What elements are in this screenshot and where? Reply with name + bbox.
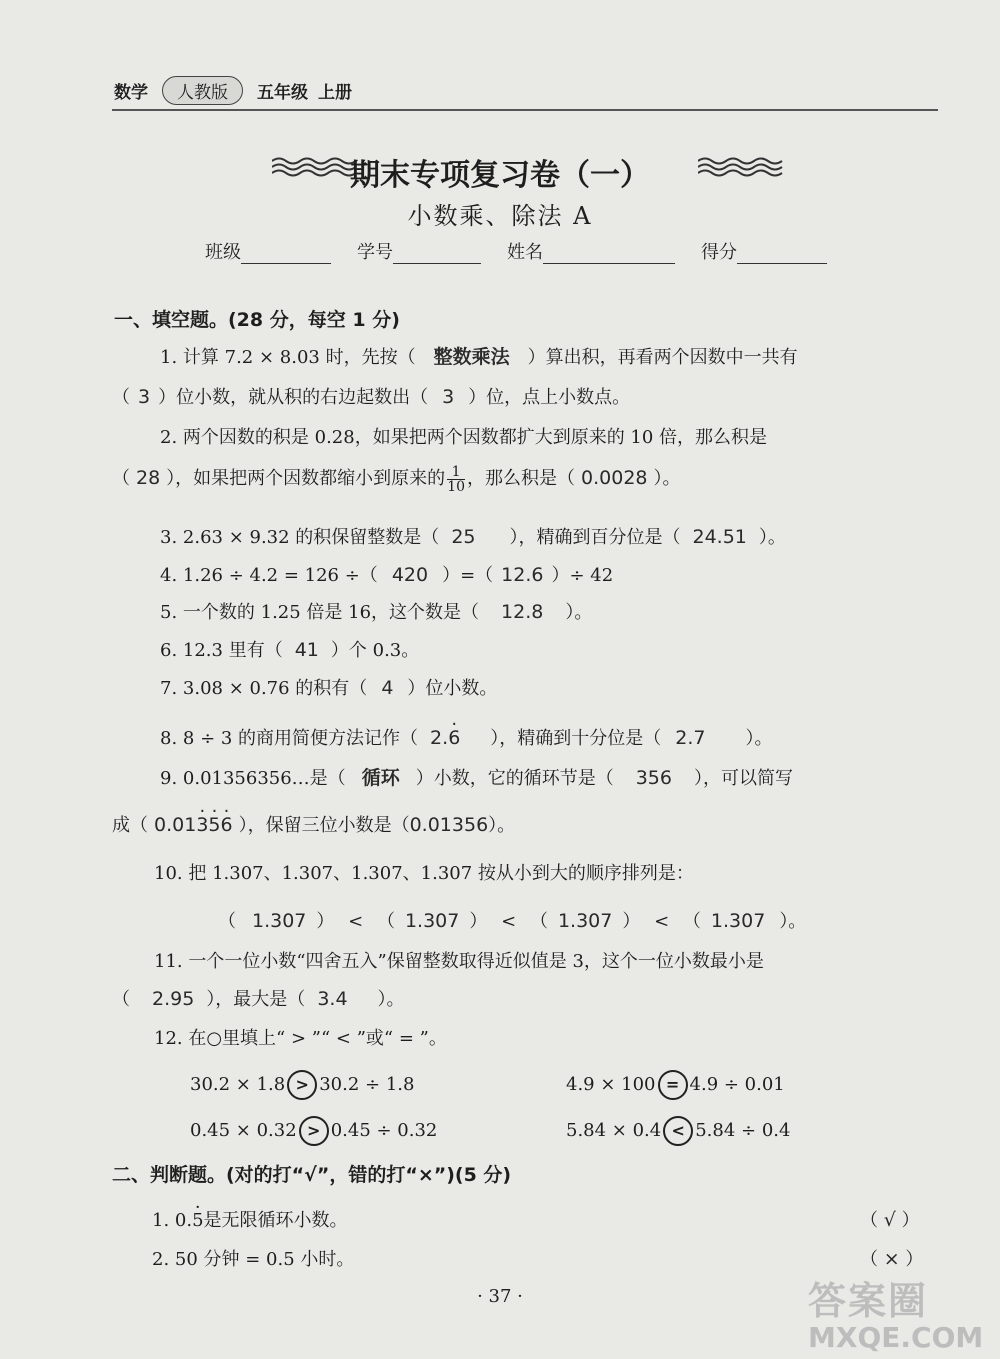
answer-2-1: 28 (136, 467, 161, 489)
number-field[interactable]: 学号 (357, 238, 481, 264)
answer-9-1: 循环 (361, 767, 400, 789)
question-10: 10. 把 1.307、1.307、1.307、1.307 按从小到大的顺序排列是： (154, 863, 694, 884)
compare-row-1-left: 30.2 × 1.8 > 30.2 ÷ 1.8 (190, 1070, 414, 1100)
judge-1-answer[interactable]: （ √ ） (860, 1209, 920, 1231)
answer-10-2: 1.307 (404, 910, 460, 932)
answer-10-4: 1.307 (710, 910, 766, 932)
answer-4-2: 12.6 (501, 564, 544, 586)
question-5: 5. 一个数的 1.25 倍是 16，这个数是（ 12.8 ）。 (160, 601, 593, 623)
question-8: 8. 8 ÷ 3 的商用简便方法记作（ 2.· 6 ），精确到十分位是（ 2.7 ）。 (160, 724, 773, 750)
compare-circle[interactable]: < (663, 1116, 693, 1146)
question-9-cont: 成（ 0.01· 3· 5· 6 ），保留三位小数是（0.01356）。 (112, 811, 515, 837)
answer-1-2: 3 (138, 386, 151, 408)
answer-10-1: 1.307 (252, 910, 307, 932)
class-field[interactable]: 班级 (205, 238, 331, 264)
question-2-cont: （ 28 ），如果把两个因数都缩小到原来的 $\frac{1}{10}$ ，那么积是（ 0.0028 ）。 (112, 463, 681, 495)
answer-1-3: 3 (442, 386, 455, 408)
edition-badge: 人教版 (162, 76, 243, 105)
answer-1-1: 整数乘法 (433, 346, 510, 368)
grade-label: 五年级 (257, 83, 308, 103)
answer-9-4: 0.01356 (409, 814, 489, 836)
compare-circle[interactable]: > (299, 1116, 329, 1146)
compare-row-2-right: 5.84 × 0.4 < 5.84 ÷ 0.4 (566, 1116, 790, 1146)
judge-2: 2. 50 分钟 = 0.5 小时。 (152, 1249, 355, 1270)
answer-9-3: 0.01· 3· 5· 6 (154, 814, 233, 836)
question-7: 7. 3.08 × 0.76 的积有（ 4 ）位小数。 (160, 677, 498, 699)
question-9: 9. 0.01356356…是（ 循环 ）小数，它的循环节是（ 356 ），可以简写 (160, 767, 793, 789)
question-6: 6. 12.3 里有（ 41 ）个 0.3。 (160, 639, 420, 661)
question-10-answer-row: （ 1.307 ） < （ 1.307 ） < （ 1.307 ） < （ 1.307 ）。 (218, 910, 807, 932)
answer-11-2: 3.4 (317, 988, 348, 1010)
question-1-cont: （ 3 ）位小数，就从积的右边起数出（ 3 ）位，点上小数点。 (112, 386, 631, 408)
answer-5-1: 12.8 (501, 601, 544, 623)
answer-3-2: 24.51 (692, 526, 747, 548)
volume-label: 上册 (318, 83, 352, 103)
compare-circle[interactable]: = (658, 1070, 688, 1100)
judge-1: 1. 0.· 5是无限循环小数。 (152, 1206, 348, 1232)
question-12: 12. 在○里填上“ > ”“ < ”或“ = ”。 (154, 1028, 447, 1049)
fraction: $\frac{1}{10}$ (447, 463, 466, 495)
watermark-logo: 答案圈 MXQE.COM (808, 1279, 984, 1354)
page-header (114, 76, 352, 105)
student-info (205, 238, 827, 264)
compare-row-1-right: 4.9 × 100 = 4.9 ÷ 0.01 (566, 1070, 785, 1100)
question-4: 4. 1.26 ÷ 4.2 = 126 ÷（ 420 ）=（ 12.6 ）÷ 42 (160, 564, 614, 586)
compare-row-2-left: 0.45 × 0.32 > 0.45 ÷ 0.32 (190, 1116, 437, 1146)
question-3: 3. 2.63 × 9.32 的积保留整数是（ 25 ），精确到百分位是（ 24.51 ）。 (160, 526, 786, 548)
answer-9-2: 356 (635, 767, 672, 789)
answer-4-1: 420 (391, 564, 429, 586)
question-11-cont: （ 2.95 ），最大是（ 3.4 ）。 (112, 988, 405, 1010)
answer-8-2: 2.7 (675, 727, 706, 749)
answer-2-2: 0.0028 (581, 467, 648, 489)
answer-6-1: 41 (294, 639, 319, 661)
page-title: 期末专项复习卷（一） (350, 158, 650, 193)
answer-11-1: 2.95 (152, 988, 195, 1010)
section-2-title: 二、判断题。(对的打“√”，错的打“×”)(5 分) (112, 1164, 512, 1186)
page-number: · 37 · (477, 1286, 523, 1307)
answer-8-1: 2.· 6 (430, 727, 460, 749)
answer-7-1: 4 (381, 677, 394, 699)
question-1: 1. 计算 7.2 × 8.03 时，先按（ 整数乘法 ）算出积，再看两个因数中一共有 (160, 346, 798, 368)
section-1-title: 一、填空题。(28 分，每空 1 分) (114, 309, 400, 331)
header-divider (112, 109, 938, 111)
compare-circle[interactable]: > (287, 1070, 317, 1100)
question-2: 2. 两个因数的积是 0.28，如果把两个因数都扩大到原来的 10 倍，那么积是 (160, 427, 768, 448)
subject-label: 数学 (114, 83, 148, 103)
name-field[interactable]: 姓名 (507, 238, 675, 264)
judge-2-answer[interactable]: （ × ） (860, 1248, 924, 1270)
score-field[interactable]: 得分 (701, 238, 827, 264)
question-11: 11. 一个一位小数“四舍五入”保留整数取得近似值是 3，这个一位小数最小是 (154, 951, 764, 972)
page-subtitle: 小数乘、除法 A (407, 202, 593, 230)
answer-10-3: 1.307 (557, 910, 613, 932)
answer-3-1: 25 (451, 526, 476, 548)
